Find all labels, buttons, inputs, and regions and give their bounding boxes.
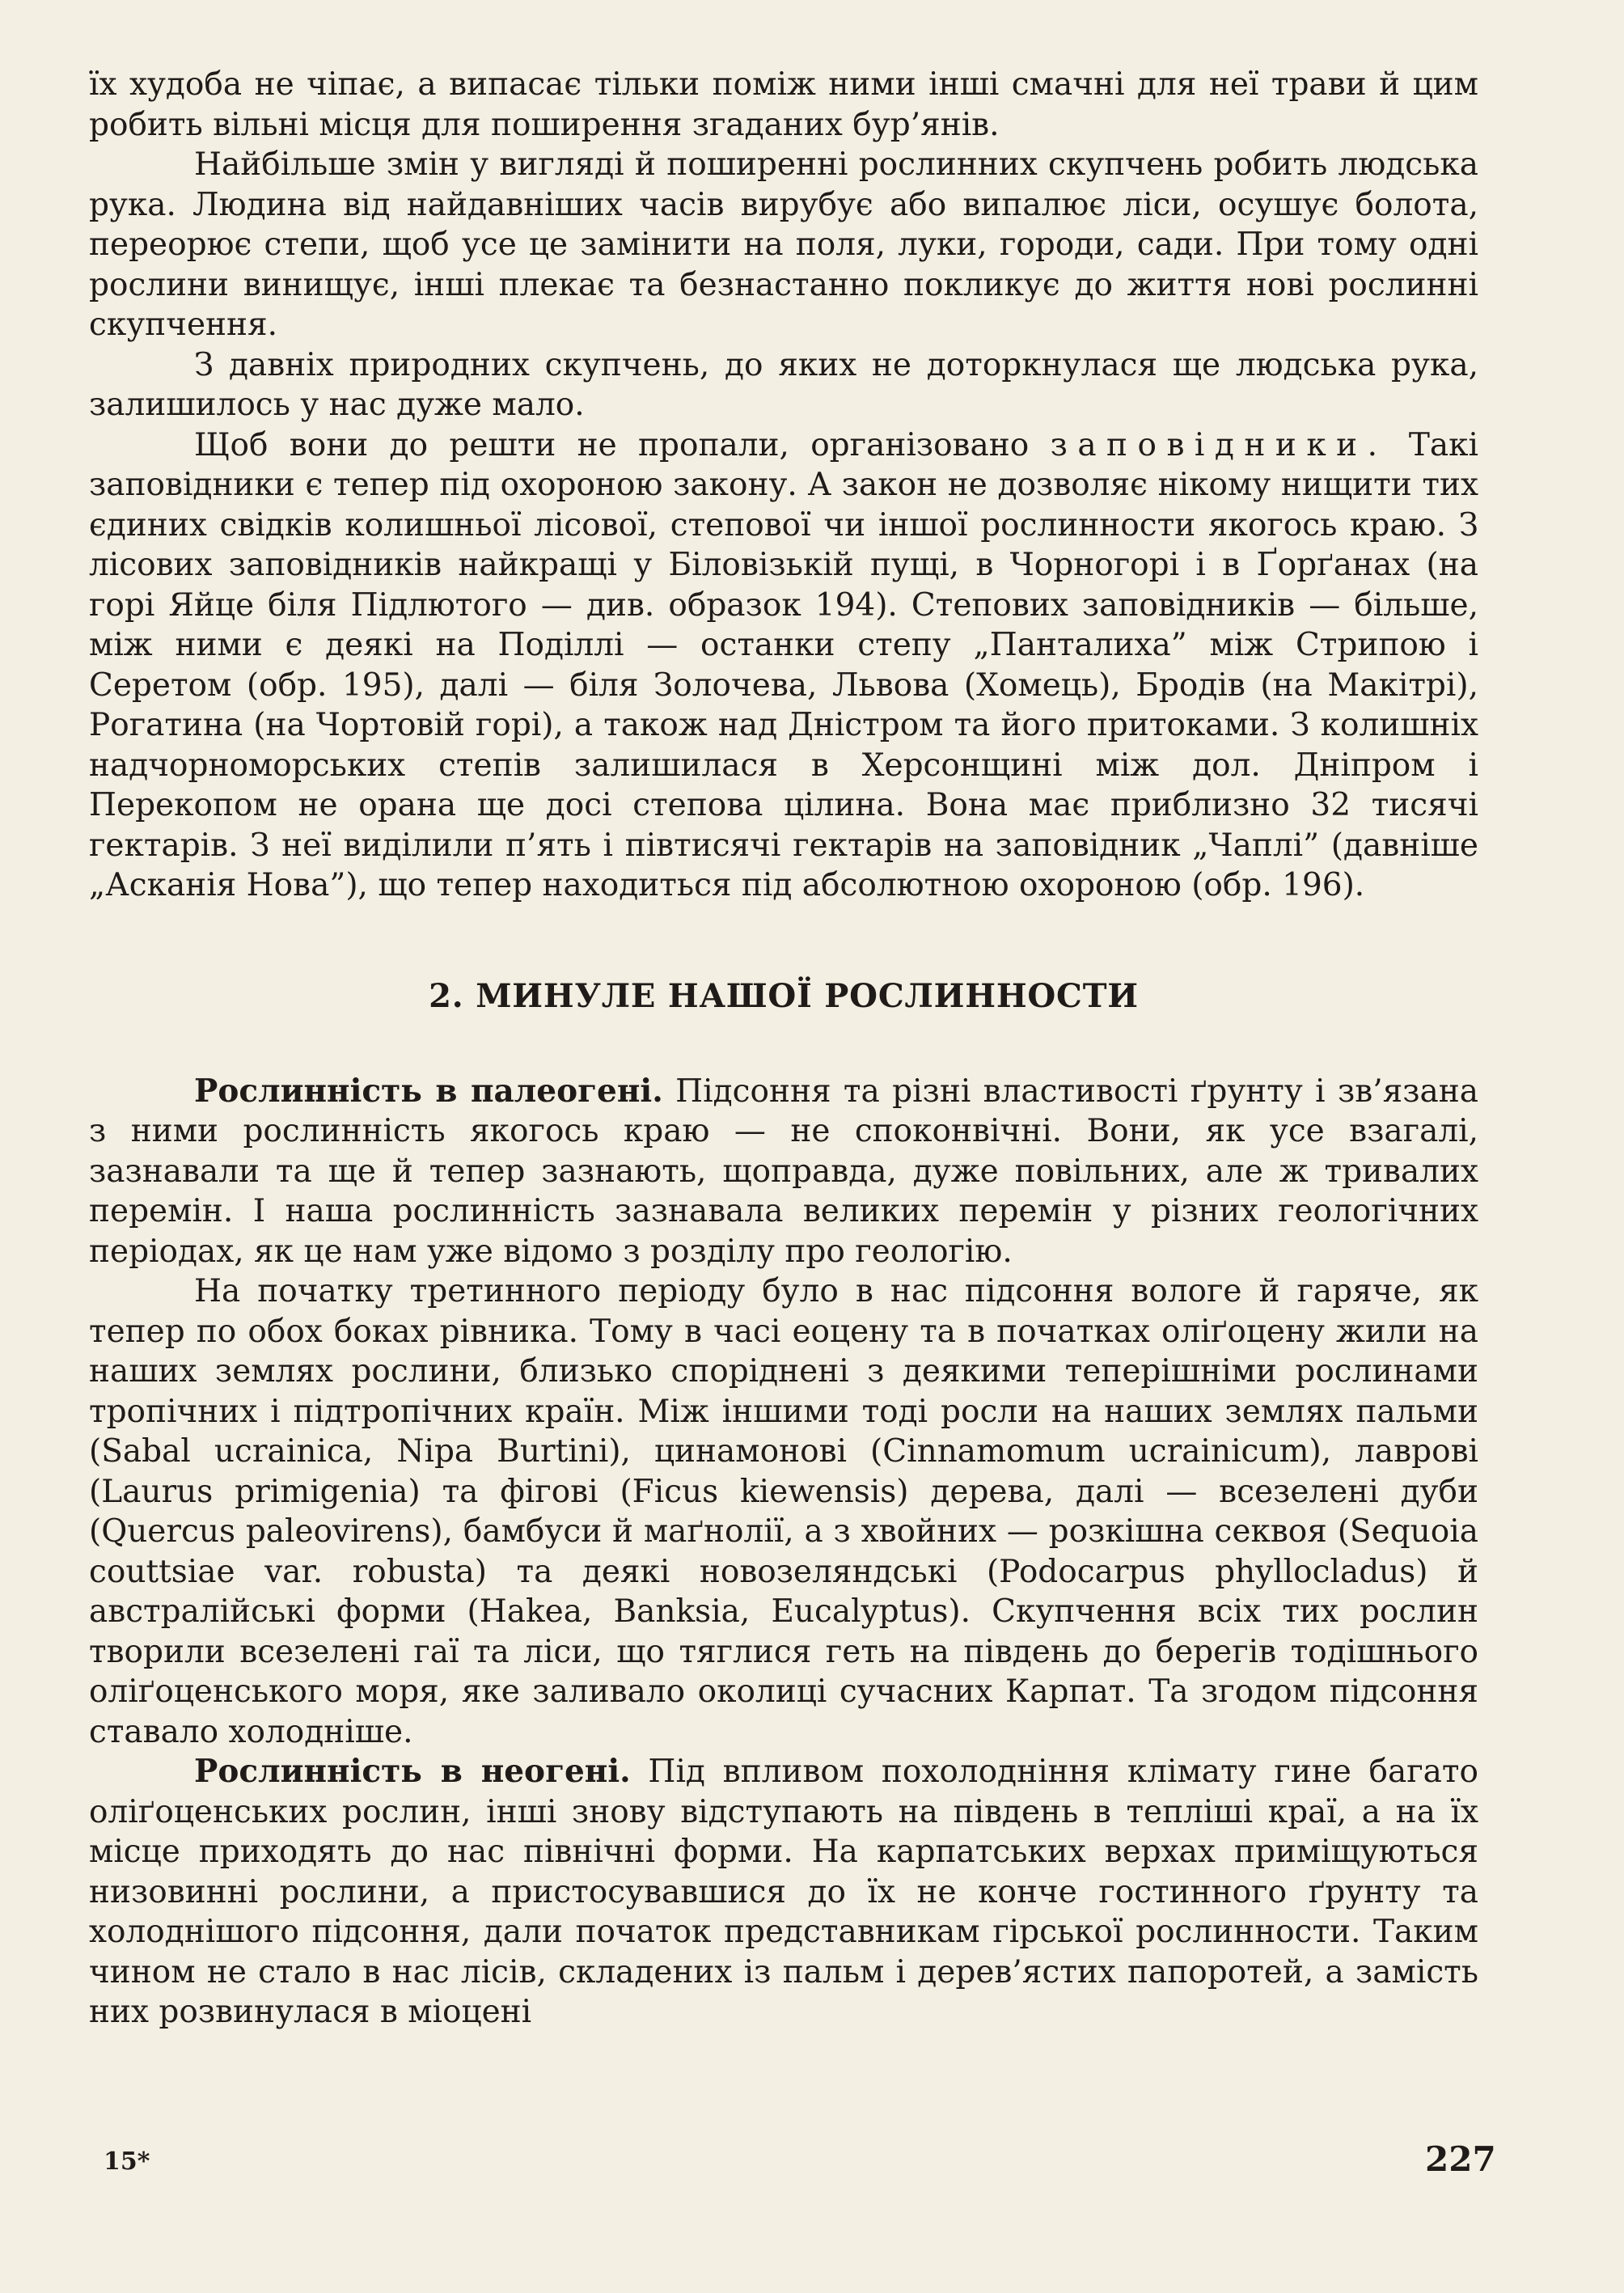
run-in-heading: Рослинність в палеогені.	[194, 1072, 663, 1110]
paragraph	[89, 1752, 1478, 2033]
paragraph-text: Щоб вони до решти не пропали, організовано	[194, 426, 1030, 463]
paragraph: На початку третинного періоду було в нас підсоння вологе й гаряче, як тепер по обох боках рівника. Тому в часі еоцену та в початках оліґоцену жили на наших землях рослини, близько споріднені з деякими теперішніми рослинами тропічних і підтропічних країн. Між іншими тоді росли на наших землях пальми (Sabal ucrainica, Nipa Burtini), цинамонові (Cinnamomum ucrainicum), лаврові (Laurus primigenia) та фігові (Ficus kiewensis) дерева, далі — всезелені дуби (Quercus paleovirens), бамбуси й маґнолії, а з хвойних — розкішна секвоя (Sequoia couttsiae var. robusta) та деякі новозеляндські (Podocarpus phyllocladus) й австралійські форми (Hakea, Banksia, Eucalyptus). Скупчення всіх тих рослин творили всезелені гаї та ліси, що тяглися геть на південь до берегів тодішнього оліґоценського моря, яке заливало околиці сучасних Карпат. Та згодом підсоння ставало холодніше.	[89, 1273, 1478, 1750]
emphasized-term: заповідники.	[1050, 426, 1388, 463]
section-heading: 2. МИНУЛЕ НАШОЇ РОСЛИННОСТИ	[429, 976, 1139, 1015]
paleogene-section	[89, 1072, 1478, 1753]
top-section	[89, 65, 1478, 906]
neogene-section	[89, 1752, 1478, 2033]
page-number: 227	[1425, 2139, 1496, 2179]
signature-mark: 15*	[104, 2147, 150, 2176]
paragraph	[89, 425, 1478, 906]
paragraph-text: Під впливом похолодніння клімату гине багато оліґоценських рослин, інші знову відступають на південь в тепліші краї, а на їх місце приходять до нас північні форми. На карпатських верхах приміщуються низовинні рослини, а пристосувавшися до їх не конче гостинного ґрунту та холоднішого підсоння, дали початок представникам гірської рослинности. Таким чином не стало в нас лісів, складених із пальм і дерев’ястих папоротей, а замість них розвинулася в міоцені	[89, 1754, 1478, 2030]
run-in-heading: Рослинність в неогені.	[194, 1753, 631, 1790]
paragraph: З давніх природних скупчень, до яких не доторкнулася ще людська рука, залишилось у нас дуже мало.	[89, 346, 1478, 423]
paragraph	[89, 1072, 1478, 1272]
paragraph-text: Такі заповідники є тепер під охороною закону. А закон не дозволяє нікому нищити тих єдиних свідків колишньої лісової, степової чи іншої рослинности якогось краю. З лісових заповідників найкращі у Біловізькій пущі, в Чорногорі і в Ґорґанах (на горі Яйце біля Підлютого — див. образок 194). Степових заповідників — більше, між ними є деякі на Поділлі — останки степу „Панталиха” між Стрипою і Серетом (обр. 195), далі — біля Золочева, Львова (Хомець), Бродів (на Макітрі), Рогатина (на Чортовій горі), а також над Дністром та його притоками. З колишніх надчорноморських степів залишилася в Херсонщині між дол. Дніпром і Перекопом не орана ще досі степова цілина. Вона має приблизно 32 тисячі гектарів. З неї виділили п’ять і півтисячі гектарів на заповідник „Чаплі” (давніше „Асканія Нова”), що тепер находиться під абсолютною охороною (обр. 196).	[89, 426, 1478, 903]
paragraph: їх худоба не чіпає, а випасає тільки поміж ними інші смачні для неї трави й цим робить вільні місця для поширення згаданих бур’янів.	[89, 66, 1478, 143]
paragraph: Найбільше змін у вигляді й поширенні рослинних скупчень робить людська рука. Людина від найдавніших часів вирубує або випалює ліси, осушує болота, переорює степи, щоб усе це замінити на поля, луки, городи, сади. При тому одні рослини винищує, інші плекає та безнастанно покликує до життя нові рослинні скупчення.	[89, 146, 1478, 343]
paragraph-text: Підсоння та різні властивості ґрунту і зв’язана з ними рослинність якогось краю — не споконвічні. Вони, як усе взагалі, зазнавали та ще й тепер зазнають, щоправда, дуже повільних, але ж тривалих перемін. І наша рослинність зазнавала великих перемін у різних геологічних періодах, як це нам уже відомо з розділу про геологію.	[89, 1072, 1478, 1270]
